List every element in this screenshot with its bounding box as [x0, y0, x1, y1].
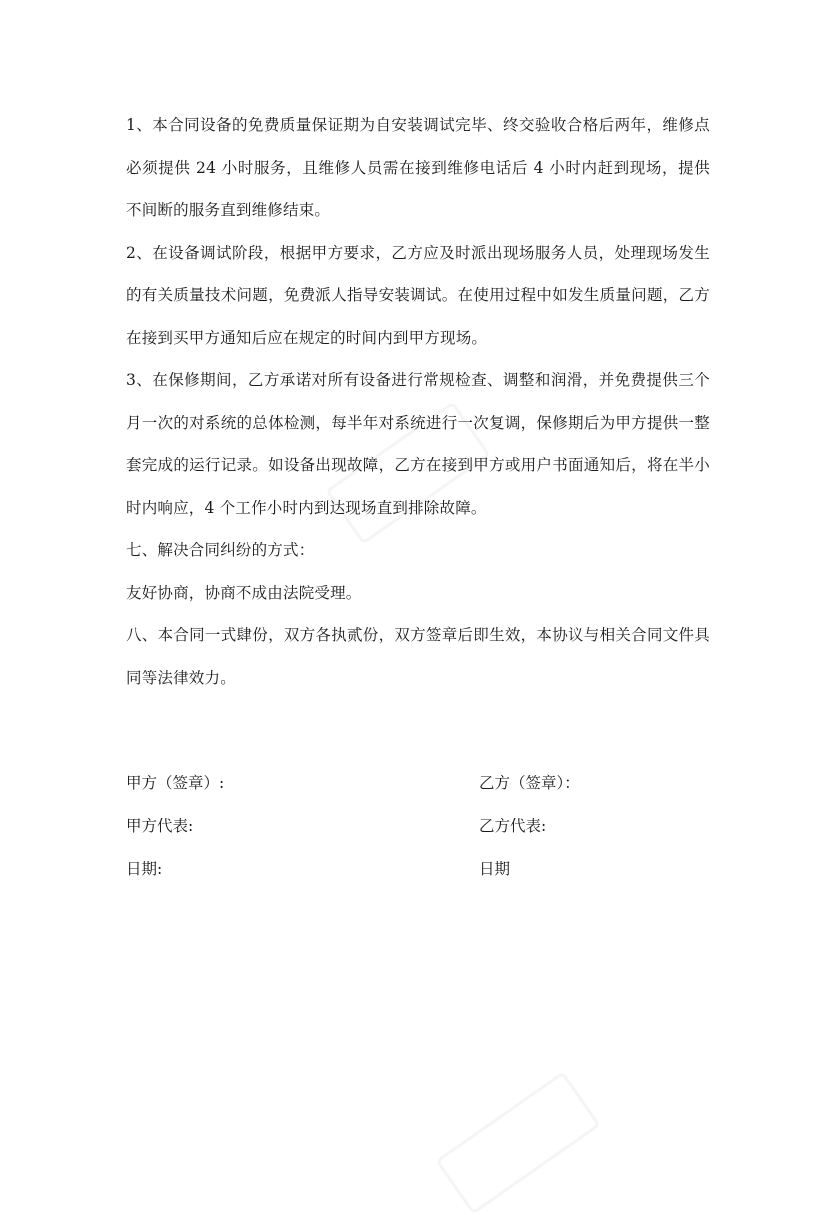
- clause-commissioning: 2、在设备调试阶段，根据甲方要求，乙方应及时派出现场服务人员，处理现场发生的有关质量技术问题，免费派人指导安装调试。在使用过程中如发生质量问题，乙方在接到买甲方通知后应在规定的时间内到甲方现场。: [126, 243, 710, 347]
- party-a-date-label: 日期:: [126, 859, 163, 878]
- party-a-rep-label: 甲方代表:: [126, 816, 194, 835]
- clause-dispute-resolution: 友好协商，协商不成由法院受理。: [126, 583, 362, 602]
- contract-body: [126, 104, 710, 699]
- watermark-graphic: [435, 1071, 601, 1215]
- section-copies-effect: 八、本合同一式肆份，双方各执贰份，双方签章后即生效，本协议与相关合同文件具同等法律效力。: [126, 626, 710, 687]
- signature-row-representative: [126, 803, 710, 846]
- clause-maintenance: 3、在保修期间，乙方承诺对所有设备进行常规检查、调整和润滑，并免费提供三个月一次的对系统的总体检测，每半年对系统进行一次复调，保修期后为甲方提供一整套完成的运行记录。如设备出现故障，乙方在接到甲方或用户书面通知后，将在半小时内响应，4 个工作小时内到达现场直到排除故障。: [126, 371, 710, 517]
- party-b-seal-label: 乙方（签章）：: [479, 773, 580, 792]
- signature-row-date: [126, 846, 710, 889]
- party-b-date-label: 日期: [479, 859, 511, 878]
- party-b-rep-label: 乙方代表:: [479, 816, 547, 835]
- signature-row-seal: [126, 760, 710, 803]
- signature-block: [126, 760, 710, 889]
- party-a-seal-label: 甲方（签章）:: [126, 773, 225, 792]
- section-dispute-heading: 七、解决合同纠纷的方式：: [126, 541, 315, 559]
- clause-warranty-period: 1、本合同设备的免费质量保证期为自安装调试完毕、终交验收合格后两年，维修点必须提供 24 小时服务，且维修人员需在接到维修电话后 4 小时内赶到现场，提供不间断的服务直到维修结束。: [126, 116, 710, 219]
